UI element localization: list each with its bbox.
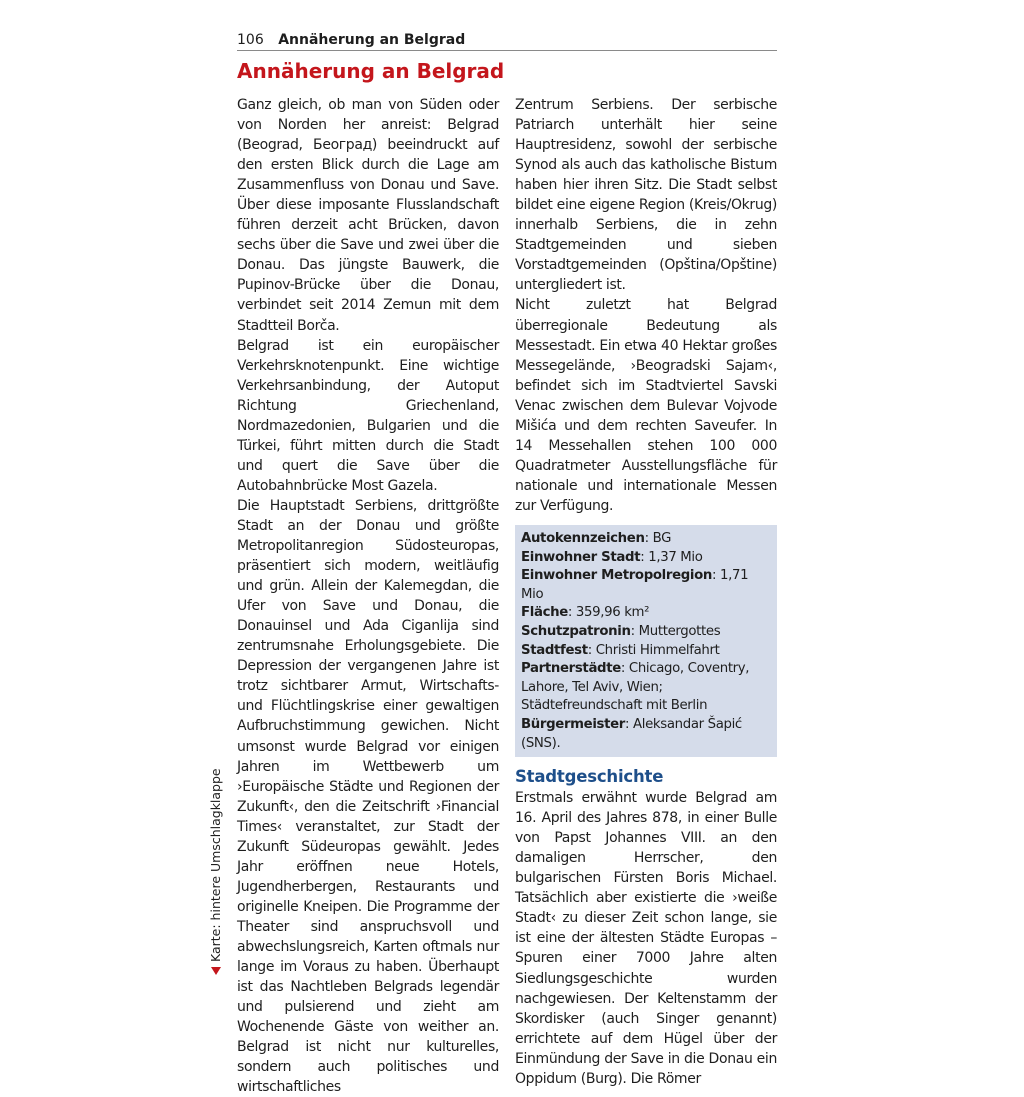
page-number: 106 xyxy=(237,32,264,48)
paragraph-intro: Ganz gleich, ob man von Süden oder von Norden her anreist: Belgrad (Beograd, Београд) beeindruckt auf den ersten Blick durch die Lage am Zusammenfluss von Donau und Save. Über diese imposante Flusslandschaft führen derzeit acht Brücken, davon sechs über die Save und zwei über die Donau. Das jüngste Bauwerk, die Pupinov-Brücke über die Donau, verbindet seit 2014 Zemun mit dem Stadtteil Borča. xyxy=(237,97,499,334)
fact-label: Einwohner Metropolregion xyxy=(521,568,713,584)
history-heading: Stadtgeschichte xyxy=(515,767,664,787)
fact-value: 1,37 Mio xyxy=(648,549,703,565)
fact-value: Chicago, Coventry, Lahore, Tel Aviv, Wien; Städtefreundschaft mit Berlin xyxy=(521,661,750,714)
paragraph-traffic: Belgrad ist ein europäischer Verkehrsknotenpunkt. Eine wichtige Verkehrsanbindung, der Autoput Richtung Griechenland, Nordmazedonien, Bulgarien und die Türkei, führt mitten durch die Stadt und quert die Save über die Autobahnbrücke Most Gazela. xyxy=(237,337,499,494)
left-column xyxy=(237,95,499,1097)
fact-item: Fläche: 359,96 km² xyxy=(521,605,650,621)
fact-label: Stadtfest xyxy=(521,642,588,658)
arrow-icon xyxy=(211,967,221,975)
fact-item: Partnerstädte: Chicago, Coventry, Lahore, Tel Aviv, Wien; Städtefreundschaft mit Berlin xyxy=(521,661,750,714)
fact-label: Autokennzeichen xyxy=(521,530,645,546)
running-head xyxy=(237,31,777,51)
running-head-section: Annäherung an Belgrad xyxy=(278,32,466,48)
fact-item: Einwohner Metropolregion: 1,71 Mio xyxy=(521,568,749,602)
fact-label: Einwohner Stadt xyxy=(521,549,641,565)
fact-value: Christi Himmelfahrt xyxy=(595,642,720,658)
fact-item: Einwohner Stadt: 1,37 Mio xyxy=(521,549,703,565)
paragraph-capital: Die Hauptstadt Serbiens, drittgrößte Stadt an der Donau und größte Metropolitanregion Südosteuropas, präsentiert sich modern, weitläufig und grün. Allein der Kalemegdan, die Ufer von Save und Donau, die Donauinsel und Ada Ciganlija sind zentrumsnahe Erholungsgebiete. Die Depression der vergangenen Jahre ist trotz sichtbarer Armut, Wirtschafts- und Flüchtlingskrise einer gewaltigen Aufbruchstimmung gewichen. Nicht umsonst wurde Belgrad vor einigen Jahren im Wettbewerb um ›Europäische Städte und Regionen der Zukunft‹, den die Zeitschrift ›Financial Times‹ veranstaltet, zur Stadt der Zukunft Südeuropas gewählt. Jedes Jahr eröffnen neue Hotels, Jugendherbergen, Restaurants und originelle Kneipen. Die Programme der Theater sind anspruchsvoll und abwechslungsreich, Karten oftmals nur lange im Voraus zu haben. Überhaupt ist das Nachtleben Belgrads legendär und pulsierend und zieht am Wochenende Gäste von weither an. Belgrad ist nicht nur kulturelles, sondern auch politisches und wirtschaftliches xyxy=(237,497,499,1096)
fact-value: BG xyxy=(652,530,672,546)
map-reference-text: Karte: hintere Umschlagklappe xyxy=(208,768,223,962)
paragraph-fair: Nicht zuletzt hat Belgrad überregionale Bedeutung als Messestadt. Ein etwa 40 Hektar großes Messegelände, ›Beogradski Sajam‹, befindet sich im Stadtviertel Savski Venac zwischen dem Bulevar Vojvode Mišića und dem rechten Saveufer. In 14 Messehallen stehen 100 000 Quadratmeter Ausstellungsfläche für nationale und internationale Messen zur Verfügung. xyxy=(515,297,777,514)
map-reference xyxy=(209,768,223,975)
fact-item: Bürgermeister: Aleksandar Šapić (SNS). xyxy=(521,716,742,751)
right-column xyxy=(515,95,777,1089)
fact-value: Muttergottes xyxy=(638,623,721,639)
fact-value: Aleksandar Šapić (SNS). xyxy=(521,716,742,751)
fact-item: Stadtfest: Christi Himmelfahrt xyxy=(521,642,720,658)
fact-item: Schutzpatronin: Muttergottes xyxy=(521,623,721,639)
chapter-title: Annäherung an Belgrad xyxy=(237,59,505,83)
fact-label: Fläche xyxy=(521,605,568,621)
fact-value: 1,71 Mio xyxy=(521,568,749,602)
fact-label: Schutzpatronin xyxy=(521,623,631,639)
fact-value: 359,96 km² xyxy=(575,605,650,621)
facts-box xyxy=(515,525,777,757)
fact-label: Bürgermeister xyxy=(521,716,625,732)
paragraph-history: Erstmals erwähnt wurde Belgrad am 16. April des Jahres 878, in einer Bulle von Papst Johannes VIII. an den damaligen Herrscher, den bulgarischen Fürsten Boris Michael. Tatsächlich aber existierte die ›weiße Stadt‹ zu dieser Zeit schon lange, sie ist eine der ältesten Städte Europas – Spuren einer 7000 Jahre alten Siedlungsgeschichte wurden nachgewiesen. Der Keltenstamm der Skordisker (auch Singer genannt) errichtete auf dem Hügel über der Einmündung der Save in die Donau ein Oppidum (Burg). Die Römer xyxy=(515,790,777,1087)
fact-label: Partnerstädte xyxy=(521,661,621,677)
fact-item: Autokennzeichen: BG xyxy=(521,530,672,546)
paragraph-centre: Zentrum Serbiens. Der serbische Patriarch unterhält hier seine Hauptresidenz, sowohl der serbische Synod als auch das katholische Bistum haben hier ihren Sitz. Die Stadt selbst bildet eine eigene Region (Kreis/Okrug) innerhalb Serbiens, die in zehn Stadtgemeinden und sieben Vorstadtgemeinden (Opština/Opštine) untergliedert ist. xyxy=(515,97,777,294)
